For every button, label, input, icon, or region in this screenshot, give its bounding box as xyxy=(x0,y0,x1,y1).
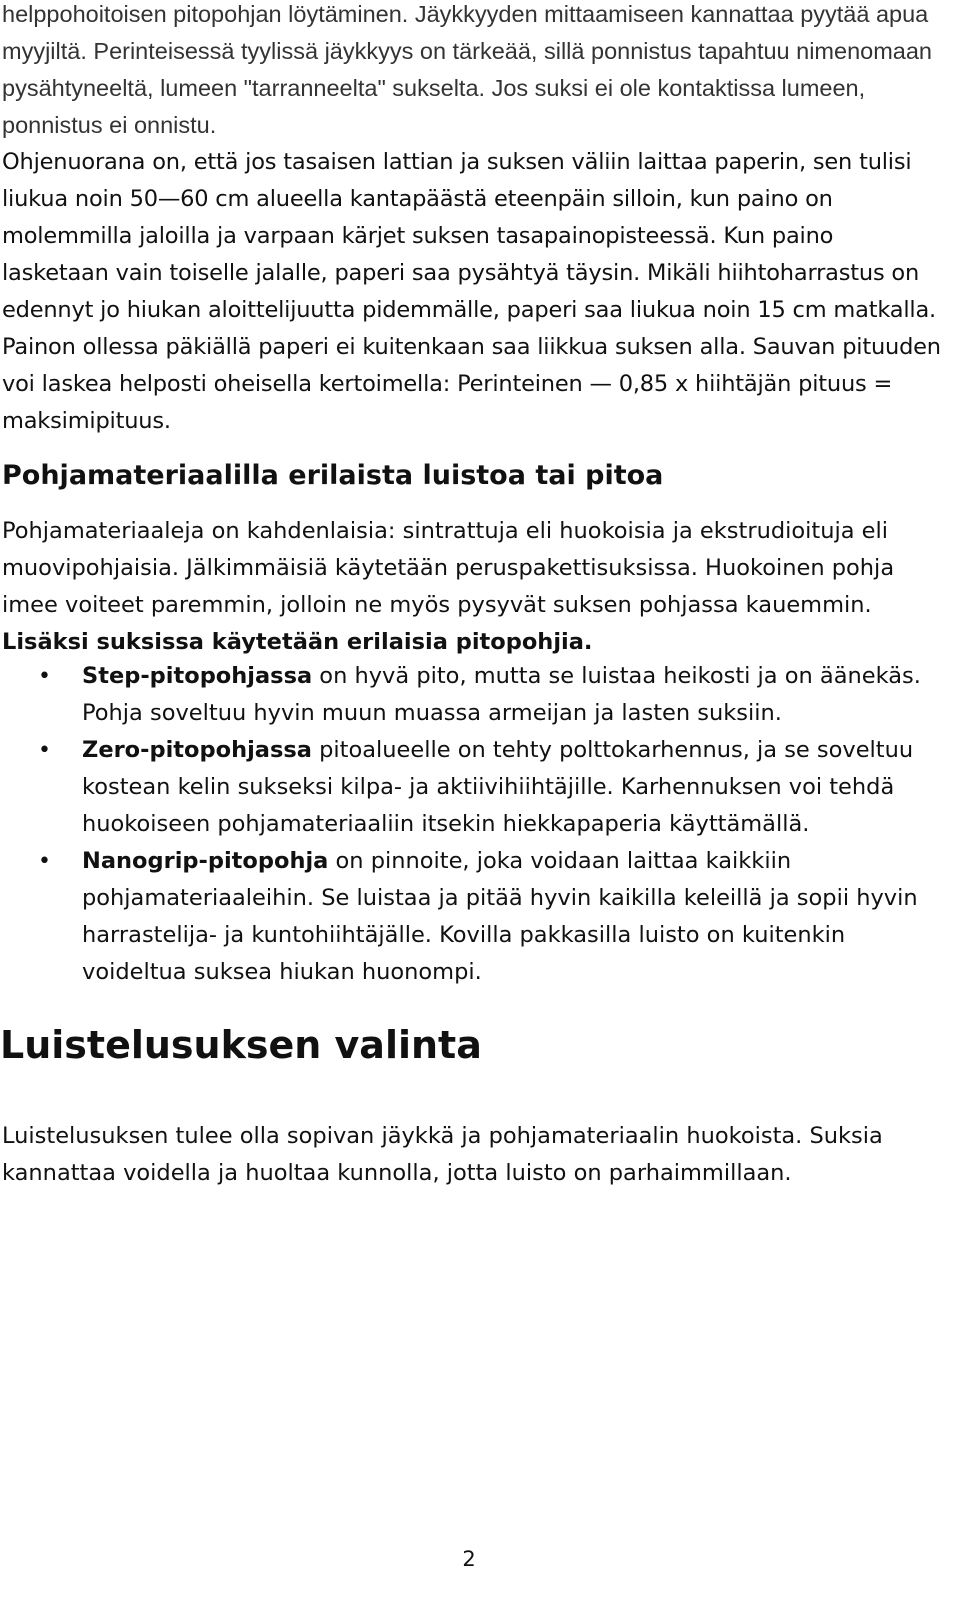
guideline-paragraph: Ohjenuorana on, että jos tasaisen lattian ja suksen väliin laittaa paperin, sen tulisi liukua noin 50—60 cm alueella kantapäästä eteenpäin silloin, kun paino on molemmilla jaloilla ja varpaan kärjet suksen tasapainopisteessä. Kun paino lasketaan vain toiselle jalalle, paperi saa pysähtyä täysin. Mikäli hiihtoharrastus on edennyt jo hiukan aloittelijuutta pidemmälle, paperi saa liukua noin 15 cm matkalla. Painon ollessa päkiällä paperi ei kuitenkaan saa liikkua suksen alla. Sauvan pituuden voi laskea helposti oheisella kertoimella: Perinteinen — 0,85 x hiihtäjän pituus = maksimipituus. xyxy=(2,149,941,434)
grip-base-list xyxy=(0,658,950,991)
skate-paragraph: Luistelusuksen tulee olla sopivan jäykkä ja pohjamateriaalin huokoista. Suksia kannattaa voidella ja huoltaa kunnolla, jotta luisto on parhaimmillaan. xyxy=(2,1123,883,1186)
materials-bold-sentence: Lisäksi suksissa käytetään erilaisia pitopohjia. xyxy=(2,629,593,655)
list-item-term: Nanogrip-pitopohja xyxy=(82,848,329,874)
intro-section xyxy=(0,0,950,440)
list-item-term: Zero-pitopohjassa xyxy=(82,737,312,763)
bullet-icon: • xyxy=(38,849,51,874)
list-item xyxy=(0,843,950,991)
page-number: 2 xyxy=(462,1547,476,1571)
section-heading-skate: Luistelusuksen valinta xyxy=(0,1023,482,1067)
list-item-text: pitoalueelle on tehty polttokarhennus, ja se soveltuu kostean kelin sukseksi kilpa- ja aktiivihiihtäjille. Karhennuksen voi tehdä huokoiseen pohjamateriaaliin itsekin hiekkapaperia käyttämällä. xyxy=(82,737,914,837)
list-item-text: on pinnoite, joka voidaan laittaa kaikkiin pohjamateriaaleihin. Se luistaa ja pitää hyvin kaikilla keleillä ja sopii hyvin harrastelija- ja kuntohiihtäjälle. Kovilla pakkasilla luisto on kuitenkin voideltua suksea hiukan huonompi. xyxy=(82,848,918,985)
carryover-paragraph: helppohoitoisen pitopohjan löytäminen. Jäykkyyden mittaamiseen kannattaa pyytää apua myyjiltä. Perinteisessä tyylissä jäykkyys on tärkeää, sillä ponnistus tapahtuu nimenomaan pysähtyneeltä, lumeen "tarranneelta" sukselta. Jos suksi ei ole kontaktissa lumeen, ponnistus ei onnistu. xyxy=(2,1,932,138)
materials-section xyxy=(0,513,950,661)
materials-paragraph xyxy=(0,513,950,661)
list-item-text: on hyvä pito, mutta se luistaa heikosti ja on äänekäs. Pohja soveltuu hyvin muun muassa armeijan ja lasten suksiin. xyxy=(82,663,921,726)
bullet-icon: • xyxy=(38,738,51,763)
list-item xyxy=(0,658,950,732)
list-item xyxy=(0,732,950,843)
materials-text: Pohjamateriaaleja on kahdenlaisia: sintrattuja eli huokoisia ja ekstrudioituja eli muovipohjaisia. Jälkimmäisiä käytetään peruspakettisuksissa. Huokoinen pohja imee voiteet paremmin, jolloin ne myös pysyvät suksen pohjassa kauemmin. xyxy=(2,518,895,618)
section-heading-materials: Pohjamateriaalilla erilaista luistoa tai pitoa xyxy=(2,460,664,491)
skate-section xyxy=(0,1118,950,1192)
bullet-icon: • xyxy=(38,664,51,689)
list-item-term: Step-pitopohjassa xyxy=(82,663,313,689)
